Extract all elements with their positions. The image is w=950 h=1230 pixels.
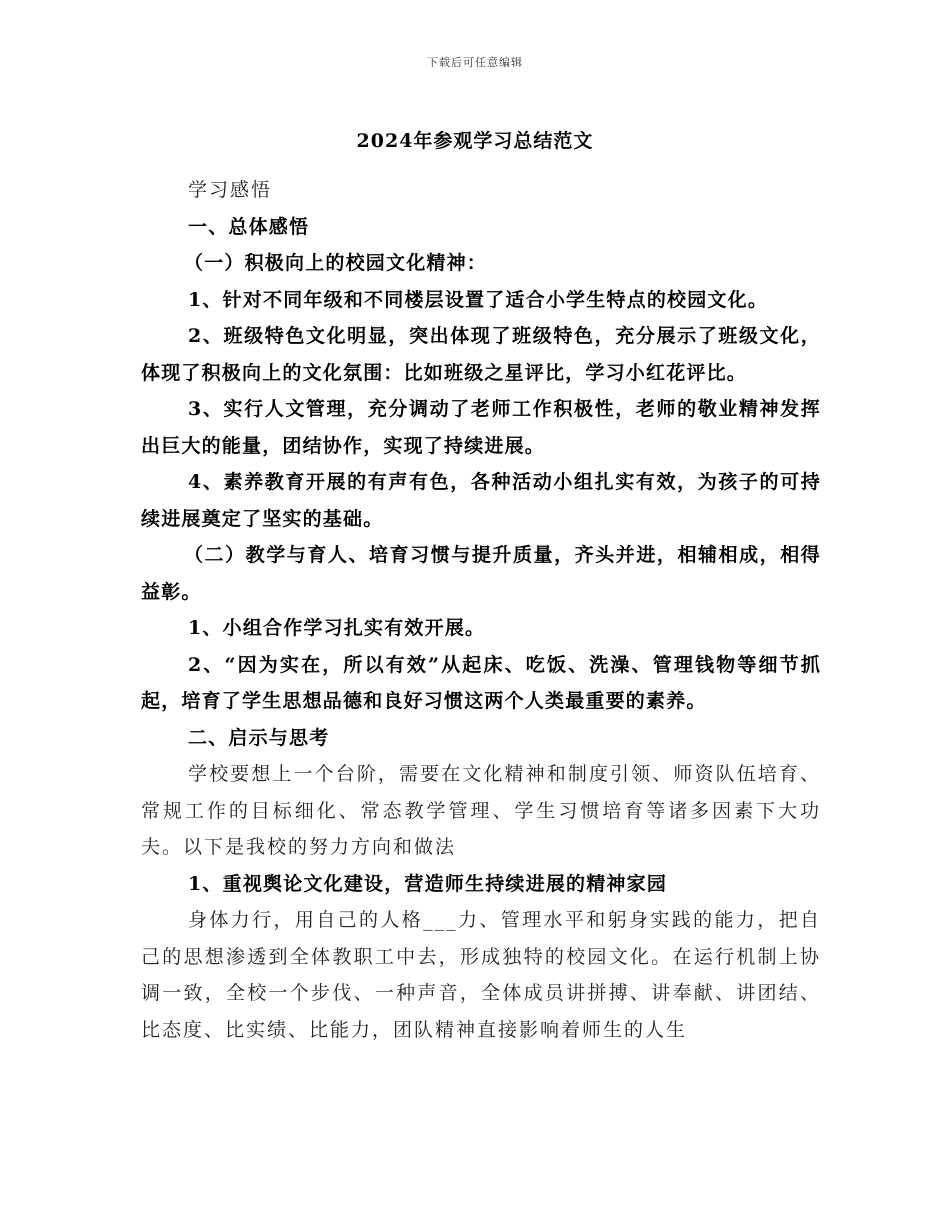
heading-inspiration: 二、启示与思考 <box>188 726 330 749</box>
paragraph-item-3: 3、实行人文管理，充分调动了老师工作积极性，老师的敬业精神发挥出巨大的能量，团结协作，实现了持续进展。 <box>141 398 821 457</box>
document-body <box>141 172 821 1048</box>
document-title: 2024年参观学习总结范文 <box>356 130 594 152</box>
paragraph-leadership: 身体力行，用自己的人格___力、管理水平和躬身实践的能力，把自己的思想渗透到全体教职工中去，形成独特的校园文化。在运行机制上协调一致，全校一个步伐、一种声音，全体成员讲拼搏、讲奉献、讲团结、比态度、比实绩、比能力，团队精神直接影响着师生的人生 <box>141 909 821 1041</box>
header-note: 下载后可任意编辑 <box>427 56 523 69</box>
paragraph-school-improvement: 学校要想上一个台阶，需要在文化精神和制度引领、师资队伍培育、常规工作的目标细化、常态教学管理、学生习惯培育等诸多因素下大功夫。以下是我校的努力方向和做法 <box>141 763 821 858</box>
heading-overall-insight: 一、总体感悟 <box>188 215 310 238</box>
paragraph-item-1: 1、针对不同年级和不同楼层设置了适合小学生特点的校园文化。 <box>188 288 769 311</box>
paragraph-group-learning: 1、小组合作学习扎实有效开展。 <box>188 617 486 639</box>
paragraph-item-4: 4、素养教育开展的有声有色，各种活动小组扎实有效，为孩子的可持续进展奠定了坚实的基础。 <box>141 471 821 530</box>
heading-culture-building: 1、重视舆论文化建设，营造师生持续进展的精神家园 <box>188 872 668 895</box>
subheading-campus-culture: （一）积极向上的校园文化精神： <box>184 252 488 274</box>
subheading-teaching-education: （二）教学与育人、培育习惯与提升质量，齐头并进，相辅相成，相得益彰。 <box>141 544 821 603</box>
paragraph-practical-effect: 2、“因为实在，所以有效”从起床、吃饭、洗澡、管理钱物等细节抓起，培育了学生思想品德和良好习惯这两个人类最重要的素养。 <box>141 653 821 712</box>
paragraph-item-2: 2、班级特色文化明显，突出体现了班级特色，充分展示了班级文化，体现了积极向上的文化氛围：比如班级之星评比，学习小红花评比。 <box>141 325 821 384</box>
paragraph-learning-insight: 学习感悟 <box>188 179 273 201</box>
